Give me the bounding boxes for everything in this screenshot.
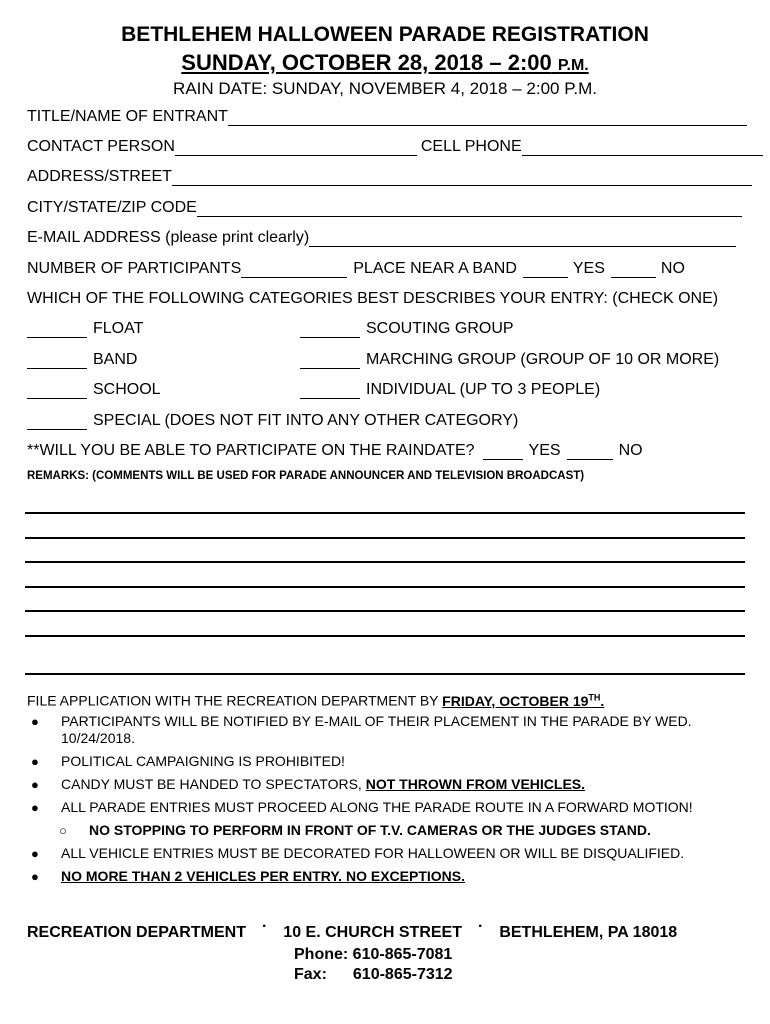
filing-deadline-date <box>442 693 604 709</box>
participants-row <box>27 258 685 278</box>
parade-date-pm: P.M. <box>557 57 589 74</box>
special-check-blank[interactable] <box>27 414 87 430</box>
email-row <box>27 227 736 247</box>
cell-phone-label: CELL PHONE <box>420 138 522 155</box>
remarks-line-3[interactable] <box>25 561 745 563</box>
bullet-icon: ● <box>31 714 39 729</box>
band-check-blank[interactable] <box>27 353 87 369</box>
filing-deadline <box>27 692 604 709</box>
parade-date-main: SUNDAY, OCTOBER 28, 2018 – 2:00 <box>181 50 552 75</box>
rule-candy-emphasis: NOT THROWN FROM VEHICLES. <box>365 776 586 792</box>
band-no-label: NO <box>660 260 685 277</box>
remarks-line-4[interactable] <box>25 586 745 588</box>
place-near-band-label: PLACE NEAR A BAND <box>353 260 517 277</box>
footer-address <box>27 918 678 942</box>
rule-no-stopping <box>27 822 737 839</box>
rule-notification <box>27 713 737 747</box>
filing-deadline-sup: TH <box>588 692 601 702</box>
special-label: SPECIAL (DOES NOT FIT INTO ANY OTHER CATEGORY) <box>93 412 519 429</box>
raindate-no-blank[interactable] <box>567 444 613 460</box>
contact-person-label: CONTACT PERSON <box>27 138 175 155</box>
raindate-no-label: NO <box>618 442 643 459</box>
float-check-blank[interactable] <box>27 322 87 338</box>
rule-candy <box>27 776 737 793</box>
rule-campaigning-text: POLITICAL CAMPAIGNING IS PROHIBITED! <box>61 753 345 769</box>
rule-campaigning <box>27 753 737 770</box>
scouting-label: SCOUTING GROUP <box>366 320 514 337</box>
form-title: BETHLEHEM HALLOWEEN PARADE REGISTRATION <box>121 23 649 46</box>
bullet-icon: ● <box>31 754 39 769</box>
marching-label: MARCHING GROUP (GROUP OF 10 OR MORE) <box>366 351 720 368</box>
footer-street: 10 E. CHURCH STREET <box>283 924 462 941</box>
rule-vehicle-limit-text: NO MORE THAN 2 VEHICLES PER ENTRY. NO EXCEPTIONS. <box>61 868 465 884</box>
fax-label: Fax: <box>294 966 327 983</box>
city-field[interactable] <box>197 201 742 217</box>
category-band <box>27 349 137 369</box>
footer-dept: RECREATION DEPARTMENT <box>27 924 246 941</box>
remarks-line-2[interactable] <box>25 537 745 539</box>
category-special <box>27 410 518 430</box>
address-field[interactable] <box>172 170 752 186</box>
contact-row <box>27 136 763 156</box>
category-prompt <box>27 288 718 308</box>
email-label: E-MAIL ADDRESS (please print clearly) <box>27 229 310 246</box>
cell-phone-field[interactable] <box>522 140 763 156</box>
remarks-line-6[interactable] <box>25 635 745 637</box>
rule-forward-motion-text: ALL PARADE ENTRIES MUST PROCEED ALONG THE PARADE ROUTE IN A FORWARD MOTION! <box>61 799 693 815</box>
participants-field[interactable] <box>241 262 347 278</box>
footer-separator: · <box>478 918 484 935</box>
city-row <box>27 197 742 217</box>
city-label: CITY/STATE/ZIP CODE <box>27 199 197 216</box>
phone-value: 610-865-7081 <box>352 946 453 963</box>
category-prompt-text: WHICH OF THE FOLLOWING CATEGORIES BEST DESCRIBES YOUR ENTRY: (CHECK ONE) <box>27 290 719 307</box>
rule-decorated-text: ALL VEHICLE ENTRIES MUST BE DECORATED FOR HALLOWEEN OR WILL BE DISQUALIFIED. <box>61 845 685 861</box>
rain-date: RAIN DATE: SUNDAY, NOVEMBER 4, 2018 – 2:00 P.M. <box>173 79 597 98</box>
bullet-icon: ● <box>31 777 39 792</box>
category-marching <box>300 349 719 369</box>
band-no-blank[interactable] <box>611 262 656 278</box>
raindate-question: **WILL YOU BE ABLE TO PARTICIPATE ON THE RAINDATE? <box>27 442 475 459</box>
footer-phone <box>294 946 452 964</box>
bullet-icon: ● <box>31 846 39 861</box>
rule-decorated <box>27 845 737 862</box>
remarks-label: REMARKS: (COMMENTS WILL BE USED FOR PARADE ANNOUNCER AND TELEVISION BROADCAST) <box>27 470 585 482</box>
entrant-name-label: TITLE/NAME OF ENTRANT <box>27 108 228 125</box>
rule-forward-motion <box>27 799 737 816</box>
remarks-line-5[interactable] <box>25 610 745 612</box>
footer-separator: · <box>261 918 268 935</box>
participants-label: NUMBER OF PARTICIPANTS <box>27 260 242 277</box>
remarks-line-7[interactable] <box>25 673 745 675</box>
rule-no-stopping-text: NO STOPPING TO PERFORM IN FRONT OF T.V. CAMERAS OR THE JUDGES STAND. <box>89 822 651 838</box>
raindate-row <box>27 440 643 460</box>
band-yes-label: YES <box>572 260 605 277</box>
raindate-yes-blank[interactable] <box>483 444 523 460</box>
bullet-icon: ● <box>31 869 39 884</box>
individual-label: INDIVIDUAL (UP TO 3 PEOPLE) <box>366 381 601 398</box>
school-label: SCHOOL <box>93 381 161 398</box>
float-label: FLOAT <box>93 320 144 337</box>
remarks-line-1[interactable] <box>25 512 745 514</box>
school-check-blank[interactable] <box>27 383 87 399</box>
category-individual <box>300 379 600 399</box>
marching-check-blank[interactable] <box>300 353 360 369</box>
category-school <box>27 379 161 399</box>
address-label: ADDRESS/STREET <box>27 168 172 185</box>
rules-list <box>27 713 737 891</box>
footer-city: BETHLEHEM, PA 18018 <box>499 924 678 941</box>
bullet-icon: ● <box>31 800 39 815</box>
email-field[interactable] <box>309 231 736 247</box>
footer-fax <box>294 966 453 984</box>
phone-label: Phone: <box>294 946 349 963</box>
filing-text: FILE APPLICATION WITH THE RECREATION DEPARTMENT BY <box>27 692 439 709</box>
rule-candy-text: CANDY MUST BE HANDED TO SPECTATORS, <box>61 776 362 792</box>
address-row <box>27 166 752 186</box>
category-scouting <box>300 318 514 338</box>
fax-value: 610-865-7312 <box>352 966 453 983</box>
contact-person-field[interactable] <box>175 140 417 156</box>
band-label: BAND <box>93 351 138 368</box>
category-float <box>27 318 143 338</box>
entrant-name-field[interactable] <box>228 110 747 126</box>
raindate-yes-label: YES <box>528 442 561 459</box>
entrant-name-row <box>27 106 747 126</box>
individual-check-blank[interactable] <box>300 383 360 399</box>
scouting-check-blank[interactable] <box>300 322 360 338</box>
rule-notification-text: PARTICIPANTS WILL BE NOTIFIED BY E-MAIL OF THEIR PLACEMENT IN THE PARADE BY WED. 10/24/2018. <box>61 713 692 746</box>
parade-date <box>0 50 770 76</box>
filing-deadline-period: . <box>600 692 605 709</box>
band-yes-blank[interactable] <box>523 262 568 278</box>
rule-vehicle-limit <box>27 868 737 885</box>
filing-deadline-text: FRIDAY, OCTOBER 19 <box>442 692 589 709</box>
circle-bullet-icon: ○ <box>59 823 67 838</box>
